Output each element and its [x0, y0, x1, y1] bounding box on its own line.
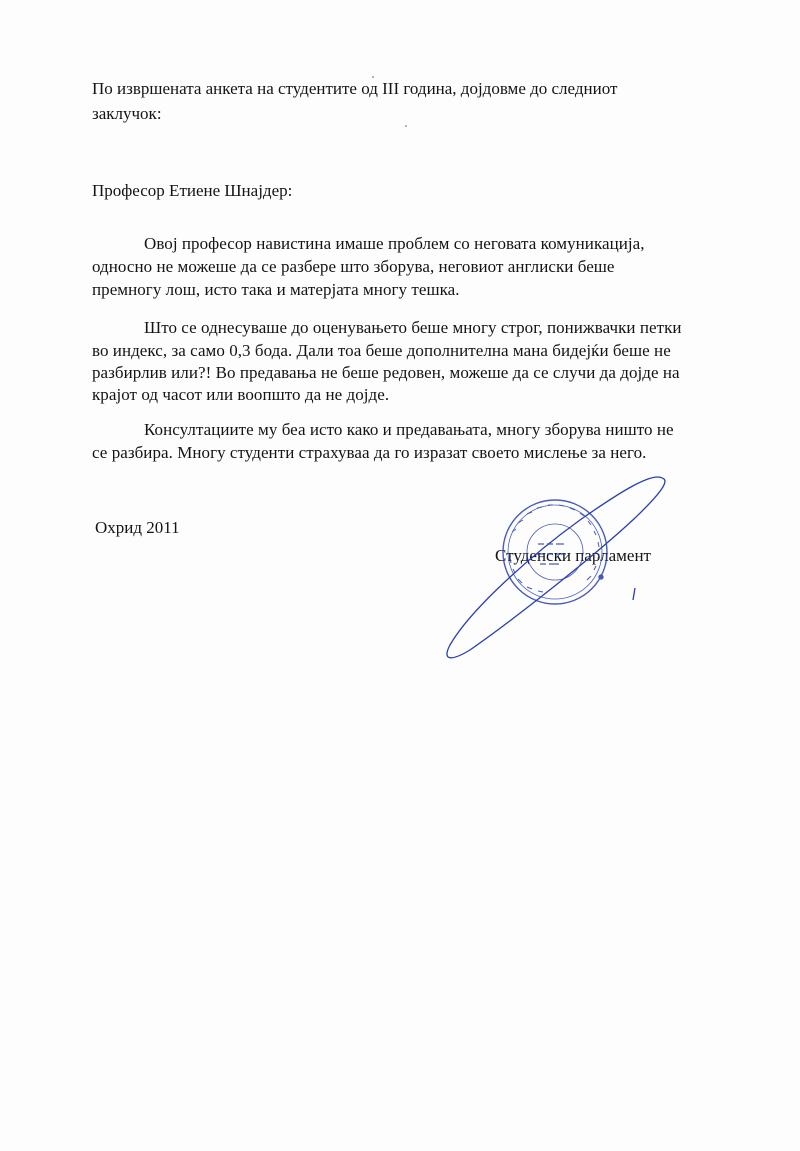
paragraph-3-line-2: се разбира. Многу студенти страхуваа да го изразат своето мислење за него.	[92, 443, 647, 462]
paragraph-3-line-1: Консултациите му беа исто како и предавањата, многу зборува ништо не	[144, 420, 674, 439]
paragraph-2-line-1: Што се однесуваше до оценувањето беше многу строг, понижвачки петки	[144, 318, 682, 337]
signatory: Студенски парламент	[495, 546, 651, 565]
handwritten-signature	[447, 477, 665, 658]
stamp-dot	[599, 575, 603, 579]
stamp-center-lettering	[536, 544, 566, 564]
stamp-outer-ring	[503, 500, 607, 604]
paragraph-1-line-1: Овој професор навистина имаше проблем со неговата комуникација,	[144, 234, 645, 253]
paragraph-2-line-2: во индекс, за само 0,3 бода. Дали тоа беше дополнителна мана бидејќи беше не	[92, 341, 671, 360]
intro-line-1: По извршената анкета на студентите од III година, дојдовме до следниот	[92, 79, 618, 98]
scan-speck	[405, 125, 407, 127]
stamp-ring-lettering	[510, 505, 599, 592]
stamp-and-signature-image	[430, 470, 680, 670]
scan-speck	[372, 76, 374, 78]
paragraph-2-line-3: разбирлив или?! Во предавања не беше редовен, можеше да се случи да дојде на	[92, 363, 680, 382]
paragraph-1-line-2: односно не можеше да се разбере што зборува, неговиот англиски беше	[92, 257, 615, 276]
paragraph-2-line-4: крајот од часот или воопшто да не дојде.	[92, 385, 390, 404]
subject-heading: Професор Етиене Шнајдер:	[92, 181, 293, 200]
stamp-inner-ring	[508, 505, 602, 599]
paragraph-1-line-3: премногу лош, исто така и матерјата многу тешка.	[92, 280, 460, 299]
stamp-center-ring	[527, 524, 583, 580]
official-stamp	[503, 500, 607, 604]
place-date: Охрид 2011	[95, 518, 180, 537]
intro-line-2: заклучок:	[92, 104, 162, 123]
